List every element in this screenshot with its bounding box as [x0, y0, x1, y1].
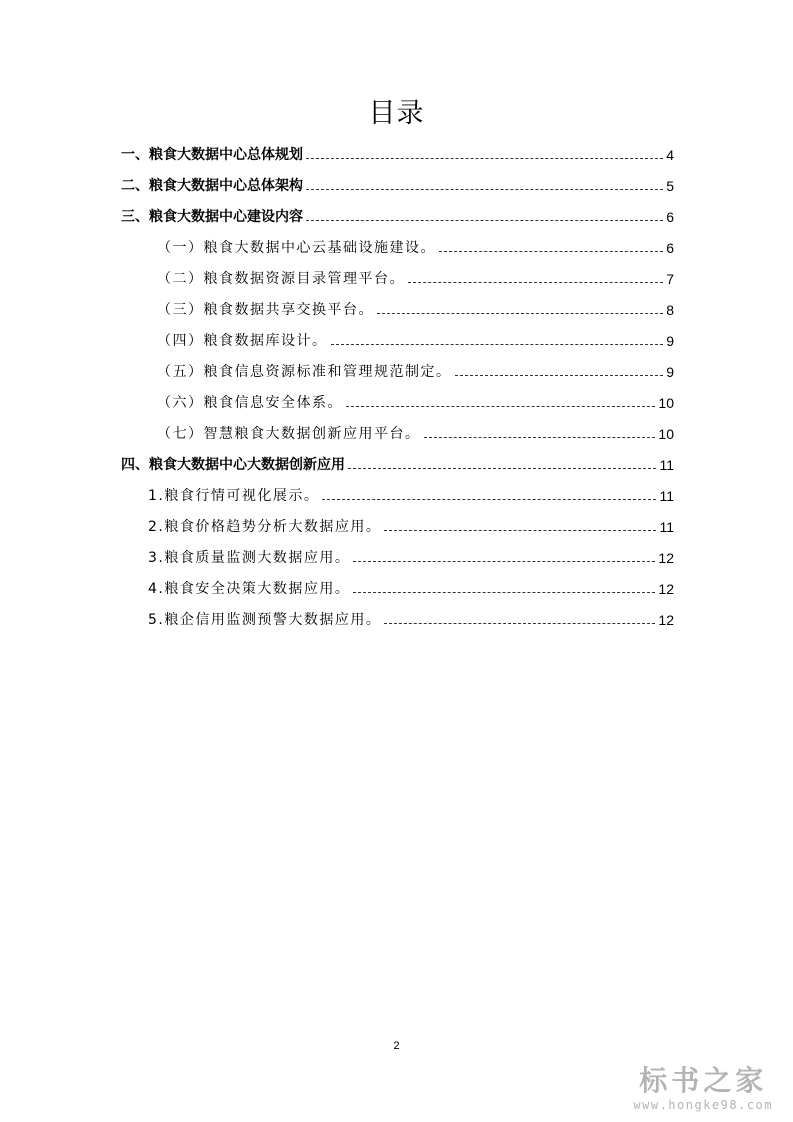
toc-leader-dots [353, 561, 655, 562]
toc-entry[interactable] [157, 269, 674, 289]
toc-entry-page: 11 [659, 457, 674, 473]
toc-entry-page: 10 [658, 395, 674, 411]
toc-leader-dots [306, 158, 663, 159]
toc-entry-page: 9 [666, 333, 674, 349]
toc-entry-label: （七）智慧粮食大数据创新应用平台。 [157, 426, 421, 442]
toc-leader-dots [348, 468, 656, 469]
toc-entry[interactable] [148, 486, 674, 506]
toc-entry-label: 一、粮食大数据中心总体规划 [121, 147, 303, 163]
toc-entry-page: 4 [666, 147, 674, 163]
toc-entry-page: 9 [666, 364, 674, 380]
toc-leader-dots [306, 220, 663, 221]
toc-entry-label: （二）粮食数据资源目录管理平台。 [157, 271, 405, 287]
toc-entry[interactable] [157, 362, 674, 382]
watermark-name: 标书之家 [639, 1064, 768, 1097]
toc-entry-label: 2.粮食价格趋势分析大数据应用。 [148, 519, 382, 535]
toc-entry-page: 7 [666, 271, 674, 287]
toc-entry-label: （四）粮食数据库设计。 [157, 333, 328, 349]
toc-leader-dots [439, 251, 663, 252]
toc-leader-dots [455, 375, 664, 376]
page-title: 目录 [368, 98, 425, 129]
toc-entry-page: 12 [658, 612, 674, 628]
toc-entry-label: 5.粮企信用监测预警大数据应用。 [148, 612, 382, 628]
toc-leader-dots [322, 499, 656, 500]
toc-entry[interactable] [157, 238, 674, 258]
toc-entry-label: 四、粮食大数据中心大数据创新应用 [121, 457, 345, 473]
toc-entry[interactable] [121, 176, 674, 196]
toc-entry-label: 4.粮食安全决策大数据应用。 [148, 581, 351, 597]
toc-entry[interactable] [148, 579, 674, 599]
toc-leader-dots [346, 406, 655, 407]
toc-entry-label: 1.粮食行情可视化展示。 [148, 488, 320, 504]
toc-entry[interactable] [157, 393, 674, 413]
toc-entry[interactable] [157, 331, 674, 351]
watermark-url: www.hongke98.com [633, 1098, 773, 1112]
toc-leader-dots [408, 282, 663, 283]
toc-entry-page: 5 [666, 178, 674, 194]
toc-leader-dots [331, 344, 664, 345]
toc-entry[interactable] [148, 548, 674, 568]
toc-entry[interactable] [148, 610, 674, 630]
toc-entry-page: 12 [658, 581, 674, 597]
toc-entry[interactable] [148, 517, 674, 537]
watermark-logo [633, 1064, 773, 1112]
toc-entry-label: 3.粮食质量监测大数据应用。 [148, 550, 351, 566]
toc-entry[interactable] [157, 300, 674, 320]
toc-entry-page: 12 [658, 550, 674, 566]
toc-leader-dots [306, 189, 663, 190]
toc-entry-label: （三）粮食数据共享交换平台。 [157, 302, 374, 318]
toc-leader-dots [424, 437, 656, 438]
toc-entry-label: （五）粮食信息资源标准和管理规范制定。 [157, 364, 452, 380]
toc-entry-page: 6 [666, 209, 674, 225]
toc-entry-page: 6 [666, 240, 674, 256]
toc-entry-page: 10 [658, 426, 674, 442]
toc-entry-label: 二、粮食大数据中心总体架构 [121, 178, 303, 194]
toc-entry-label: （一）粮食大数据中心云基础设施建设。 [157, 240, 436, 256]
toc-entry[interactable] [121, 455, 674, 475]
toc-leader-dots [353, 592, 655, 593]
toc-leader-dots [384, 623, 655, 624]
toc-entry-page: 11 [659, 488, 674, 504]
toc-entry[interactable] [157, 424, 674, 444]
toc-entry-page: 8 [666, 302, 674, 318]
toc-entry-label: 三、粮食大数据中心建设内容 [121, 209, 303, 225]
toc-leader-dots [384, 530, 656, 531]
page-number: 2 [393, 1040, 400, 1052]
toc-entry-page: 11 [659, 519, 674, 535]
toc-entry-label: （六）粮食信息安全体系。 [157, 395, 343, 411]
toc-entry[interactable] [121, 145, 674, 165]
toc-leader-dots [377, 313, 663, 314]
toc-entry[interactable] [121, 207, 674, 227]
